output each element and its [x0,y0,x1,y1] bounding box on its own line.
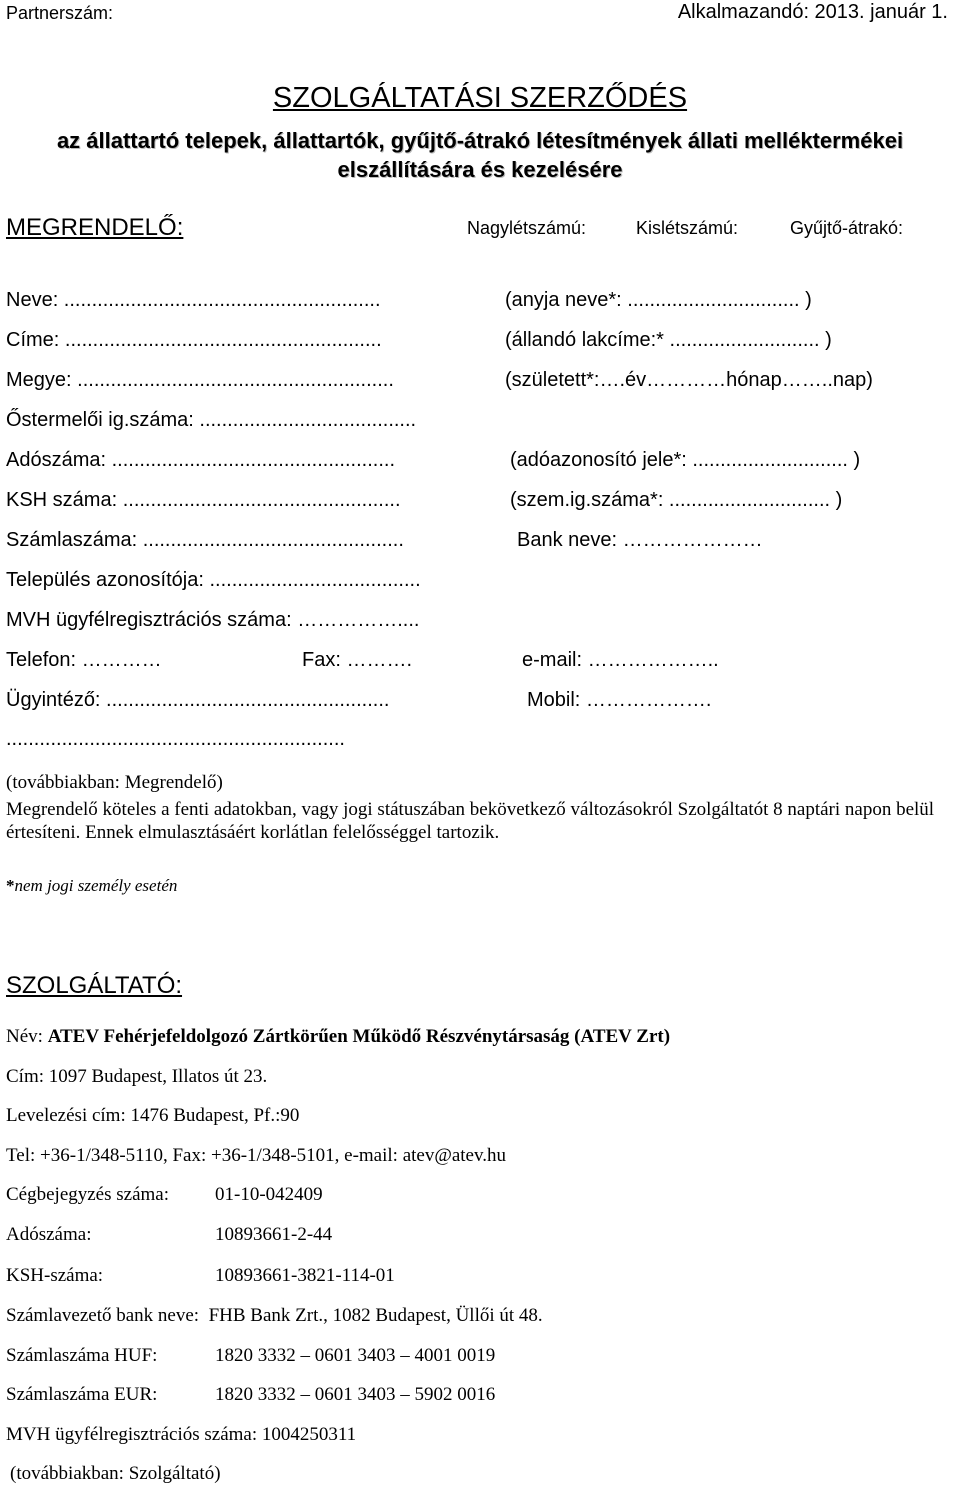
provider-ksh-value: 10893661-3821-114-01 [215,1265,395,1286]
provider-tax-label: Adószáma: [6,1224,92,1245]
provider-address: Cím: 1097 Budapest, Illatos út 23. [6,1066,268,1087]
provider-huf-label: Számlaszáma HUF: [6,1345,158,1366]
provider-ksh-label: KSH-száma: [6,1265,104,1286]
customer-hereinafter: (továbbiakban: Megrendelő) [6,772,223,793]
footnote-star: * [6,876,15,895]
customer-name-field: Neve: ......................................................... [6,289,381,311]
footnote-text: nem jogi személy esetén [14,876,178,895]
extra-dotted-line: ............................................................. [6,728,345,750]
customer-tax-number-field: Adószáma: ................................................... [6,449,395,471]
type-small-label: Kislétszámú: [636,218,739,238]
customer-obligation-text: Megrendelő köteles a fenti adatokban, vagy jogi státuszában bekövetkező változásokról Szolgáltatót 8 naptári napon belül értesíteni. Ennek elmulasztásáért korlátlan felelősséggel tartozik. [6,799,935,843]
provider-mvh: MVH ügyfélregisztrációs száma: 1004250311 [6,1424,357,1445]
provider-tax-value: 10893661-2-44 [215,1224,333,1245]
contact-person-field: Ügyintéző: ................................................... [6,689,390,711]
provider-name [6,1026,670,1048]
customer-account-field: Számlaszáma: ............................................... [6,529,404,551]
customer-mvh-field: MVH ügyfélregisztrációs száma: …………….... [6,609,420,631]
phone-field: Telefon: ………… [6,649,162,671]
document-subtitle-line-2: elszállítására és kezelésére [337,157,623,182]
customer-county-field: Megye: ......................................................... [6,369,394,391]
permanent-address-field: (állandó lakcíme:* ........................... ) [505,329,832,351]
tax-id-field: (adóazonosító jele*: ............................ ) [510,449,861,471]
type-collector-label: Gyűjtő-átrakó: [790,218,904,238]
provider-name-value: ATEV Fehérjefeldolgozó Zártkörűen Működő Részvénytársaság (ATEV Zrt) [47,1026,671,1047]
producer-id-field: Őstermelői ig.száma: ....................................... [6,409,417,431]
bank-name-field: Bank neve: ………………… [517,529,763,551]
provider-bank-label: Számlavezető bank neve: [6,1305,200,1326]
provider-heading: SZOLGÁLTATÓ: [6,972,183,999]
document-title: SZOLGÁLTATÁSI SZERZŐDÉS [272,82,688,114]
id-card-field: (szem.ig.száma*: ............................. ) [510,489,843,511]
valid-from-date: Alkalmazandó: 2013. január 1. [677,1,948,23]
partner-number-label: Partnerszám: [6,3,114,23]
type-large-label: Nagylétszámú: [467,218,587,238]
mobile-field: Mobil: ………………. [527,689,712,711]
provider-bank-value: FHB Bank Zrt., 1082 Budapest, Üllői út 48. [208,1305,543,1326]
birth-date-field: (született*:….év…………hónap……..nap) [505,369,873,391]
fax-field: Fax: ………. [302,649,413,671]
provider-contact: Tel: +36-1/348-5110, Fax: +36-1/348-5101, e-mail: atev@atev.hu [6,1145,507,1166]
customer-heading: MEGRENDELŐ: [6,214,184,241]
provider-huf-value: 1820 3332 – 0601 3403 – 4001 0019 [215,1345,496,1366]
email-field: e-mail: ……………….. [522,649,719,671]
provider-name-label: Név: [6,1026,43,1047]
provider-bank [6,1305,543,1327]
footnote [6,876,177,896]
settlement-id-field: Település azonosítója: ...................................... [6,569,421,591]
provider-hereinafter: (továbbiakban: Szolgáltató) [10,1463,221,1484]
mother-name-field: (anyja neve*: ............................... ) [505,289,812,311]
customer-address-field: Címe: ......................................................... [6,329,382,351]
document-subtitle-line-1: az állattartó telepek, állattartók, gyűjtő-átrakó létesítmények állati melléktermékei [56,128,904,153]
provider-eur-value: 1820 3332 – 0601 3403 – 5902 0016 [215,1384,496,1405]
customer-ksh-field: KSH száma: .................................................. [6,489,401,511]
provider-reg-label: Cégbejegyzés száma: [6,1184,170,1205]
provider-eur-label: Számlaszáma EUR: [6,1384,158,1405]
provider-postal-address: Levelezési cím: 1476 Budapest, Pf.:90 [6,1105,300,1126]
provider-reg-value: 01-10-042409 [215,1184,323,1205]
